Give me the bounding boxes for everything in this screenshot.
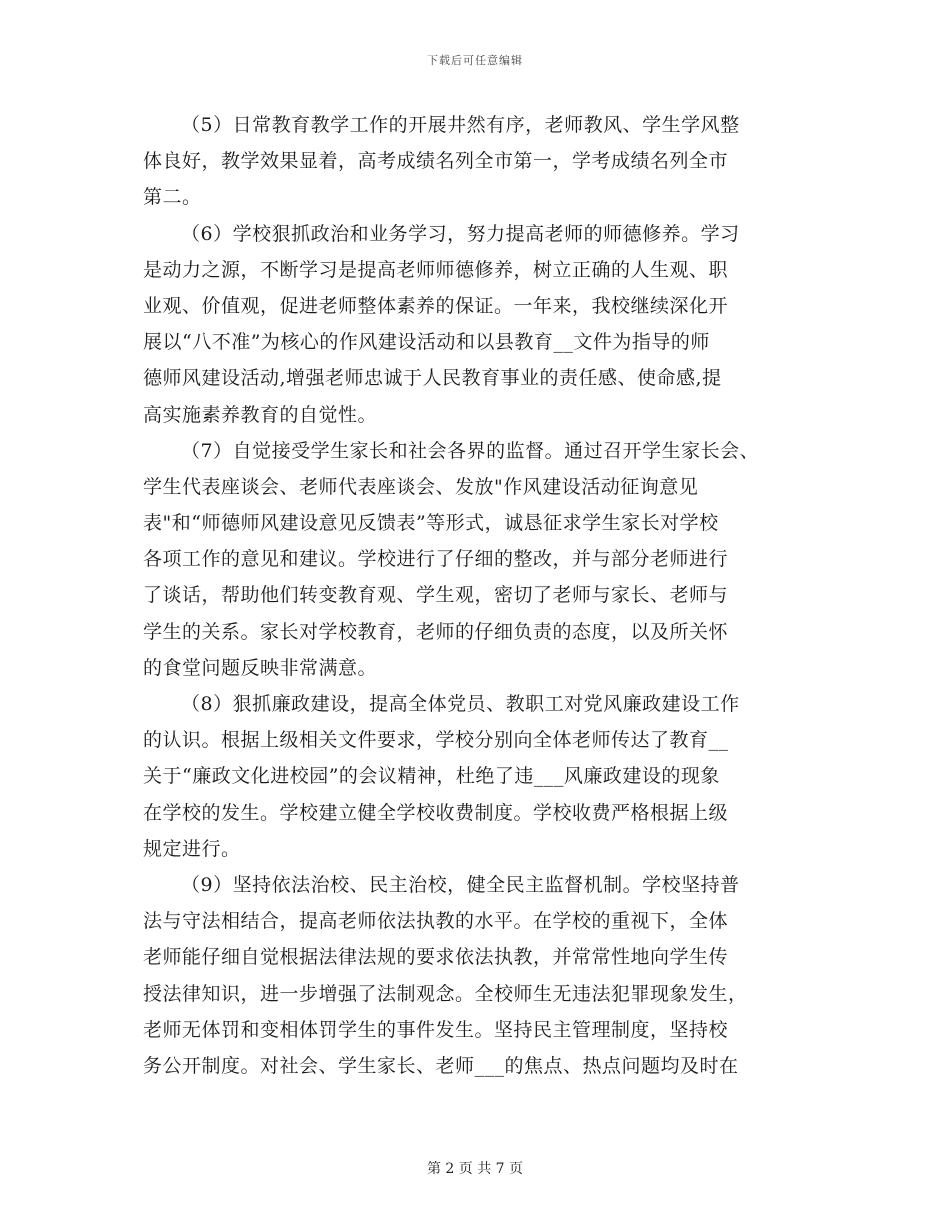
text-line: 规定进行。 <box>143 837 241 860</box>
text-line: 高实施素养教育的自觉性。 <box>143 403 378 426</box>
text-line: （8）狠抓廉政建设，提高全体党员、教职工对党风廉政建设工作 <box>181 693 740 715</box>
text-line: 体良好，教学效果显着，高考成绩名列全市第一，学考成绩名列全市 <box>143 150 729 173</box>
text-line: 业观、价值观，促进老师整体素养的保证。一年来，我校继续深化开 <box>143 294 729 317</box>
text-line: 了谈话，帮助他们转变教育观、学生观，密切了老师与家长、老师与 <box>143 584 729 607</box>
text-line: 的认识。根据上级相关文件要求，学校分别向全体老师传达了教育__ <box>143 729 729 752</box>
text-line: 学生的关系。家长对学校教育，老师的仔细负责的态度，以及所关怀 <box>143 620 729 643</box>
text-line: 授法律知识，进一步增强了法制观念。全校师生无违法犯罪现象发生， <box>143 982 748 1005</box>
text-line: 各项工作的意见和建议。学校进行了仔细的整改，并与部分老师进行 <box>143 548 729 571</box>
text-line: 法与守法相结合，提高老师依法执教的水平。在学校的重视下，全体 <box>143 910 729 933</box>
text-line: 表"和“师德师风建设意见反馈表”等形式，诚恳征求学生家长对学校 <box>143 512 719 535</box>
text-line: 的食堂问题反映非常满意。 <box>143 656 378 679</box>
text-line: （7）自觉接受学生家长和社会各界的监督。通过召开学生家长会、 <box>181 439 760 462</box>
text-line: 学生代表座谈会、老师代表座谈会、发放"作风建设活动征询意见 <box>143 475 699 498</box>
text-line: 是动力之源，不断学习是提高老师师德修养，树立正确的人生观、职 <box>143 258 729 281</box>
text-line: （5）日常教育教学工作的开展井然有序，老师教风、学生学风整 <box>181 114 740 136</box>
text-line: 第二。 <box>143 186 202 209</box>
text-line: （9）坚持依法治校、民主治校，健全民主监督机制。学校坚持普 <box>181 873 740 896</box>
page-header: 下载后可任意编辑 <box>427 54 523 67</box>
text-line: 德师风建设活动,增强老师忠诚于人民教育事业的责任感、使命感,提 <box>143 367 722 390</box>
text-line: 老师能仔细自觉根据法律法规的要求依法执教，并常常性地向学生传 <box>143 946 729 969</box>
text-line: （6）学校狠抓政治和业务学习，努力提高老师的师德修养。学习 <box>181 222 740 245</box>
document-body <box>143 107 813 1084</box>
text-line: 关于“廉政文化进校园”的会议精神，杜绝了违___风廉政建设的现象 <box>143 765 720 788</box>
text-line: 展以“八不准”为核心的作风建设活动和以县教育__文件为指导的师 <box>143 331 710 354</box>
text-line: 老师无体罚和变相体罚学生的事件发生。坚持民主管理制度，坚持校 <box>143 1018 729 1041</box>
text-line: 务公开制度。对社会、学生家长、老师___的焦点、热点问题均及时在 <box>143 1054 739 1077</box>
text-line: 在学校的发生。学校建立健全学校收费制度。学校收费严格根据上级 <box>143 801 729 824</box>
page-footer: 第 2 页 共 7 页 <box>426 1161 524 1177</box>
